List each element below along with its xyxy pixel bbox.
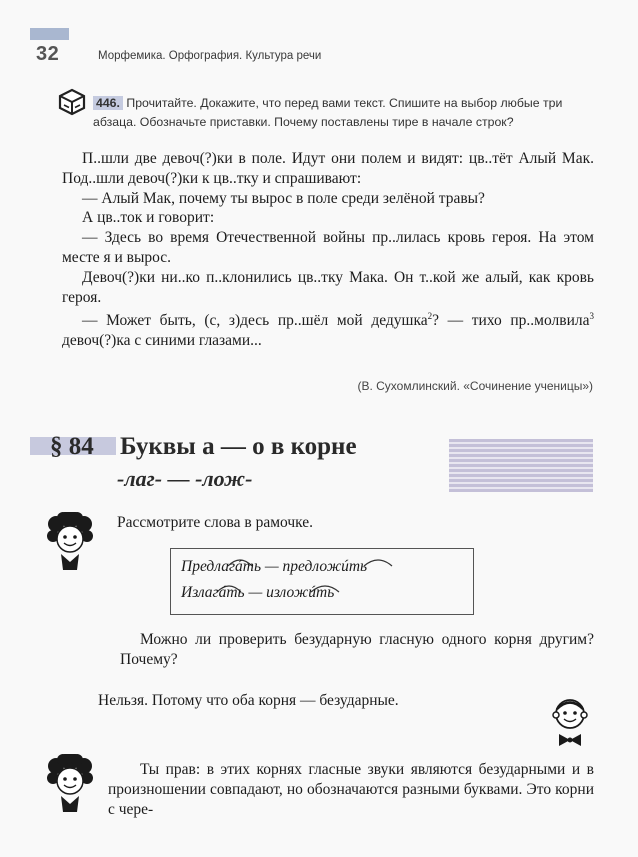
text-fragment: — Может быть, (с, з)десь пр..шёл мой дедушка — [82, 312, 428, 330]
text-paragraph-last — [62, 307, 594, 351]
task-instructions — [93, 94, 593, 132]
girl-character-icon — [47, 754, 93, 821]
student-answer: Нельзя. Потому что оба корня — безударные. — [98, 692, 399, 709]
teacher-reply: Ты прав: в этих корнях гласные звуки являются безударными и в произношении совпадают, но обозначаются разными буквами. Это корни с чере- — [108, 761, 594, 818]
running-header: Морфемика. Орфография. Культура речи — [98, 50, 322, 62]
word-pair-2: Излагáть — изложúть — [181, 584, 335, 601]
section-title-line2: -лаг- — -лож- — [117, 466, 253, 491]
text-fragment: ? — тихо пр..молвила — [432, 312, 590, 330]
task-instruction-text: Прочитайте. Докажите, что перед вами текст. Спишите на выбор любые три абзаца. Обозначьте приставки. Почему поставлены тире в начале строк? — [93, 96, 563, 129]
lesson-question: Можно ли проверить безударную гласную одного корня другим? Почему? — [120, 631, 594, 668]
text-paragraph: А цв..ток и говорит: — [82, 209, 215, 227]
lesson-prompt: Рассмотрите слова в рамочке. — [117, 514, 314, 531]
word-pair-1: Предлагáть — предложúть — [181, 558, 368, 575]
girl-character-icon — [47, 512, 93, 579]
text-paragraph: П..шли две девоч(?)ки в поле. Идут они полем и видят: цв..тёт Алый Мак. Под..шли девоч(?)ки к цв..тку и спрашивают: — [62, 150, 594, 187]
word-box — [170, 548, 474, 615]
page-tab-strip — [30, 28, 69, 40]
boy-character-icon — [547, 694, 593, 755]
text-fragment: девоч(?)ка с синими глазами... — [62, 332, 262, 350]
text-paragraph: Девоч(?)ки ни..ко п..клонились цв..тку Мака. Он т..кой же алый, как кровь героя. — [62, 268, 594, 306]
task-number: 446. — [93, 96, 123, 110]
text-paragraph: — Алый Мак, почему ты вырос в поле среди зелёной травы? — [82, 189, 485, 207]
footnote-mark: 3 — [589, 311, 594, 322]
decorative-stripes — [449, 439, 593, 492]
footnote-mark: 2 — [427, 311, 433, 322]
task-text — [62, 149, 594, 351]
text-source: (В. Сухомлинский. «Сочинение ученицы») — [357, 379, 593, 393]
page-number: 32 — [36, 43, 60, 65]
section-number: § 84 — [50, 433, 94, 460]
printing-book-icon — [58, 88, 86, 116]
section-title-line1: Буквы а — о в корне — [120, 433, 357, 460]
text-paragraph: — Здесь во время Отечественной войны пр..лилась кровь героя. На этом месте я и вырос. — [62, 229, 594, 266]
